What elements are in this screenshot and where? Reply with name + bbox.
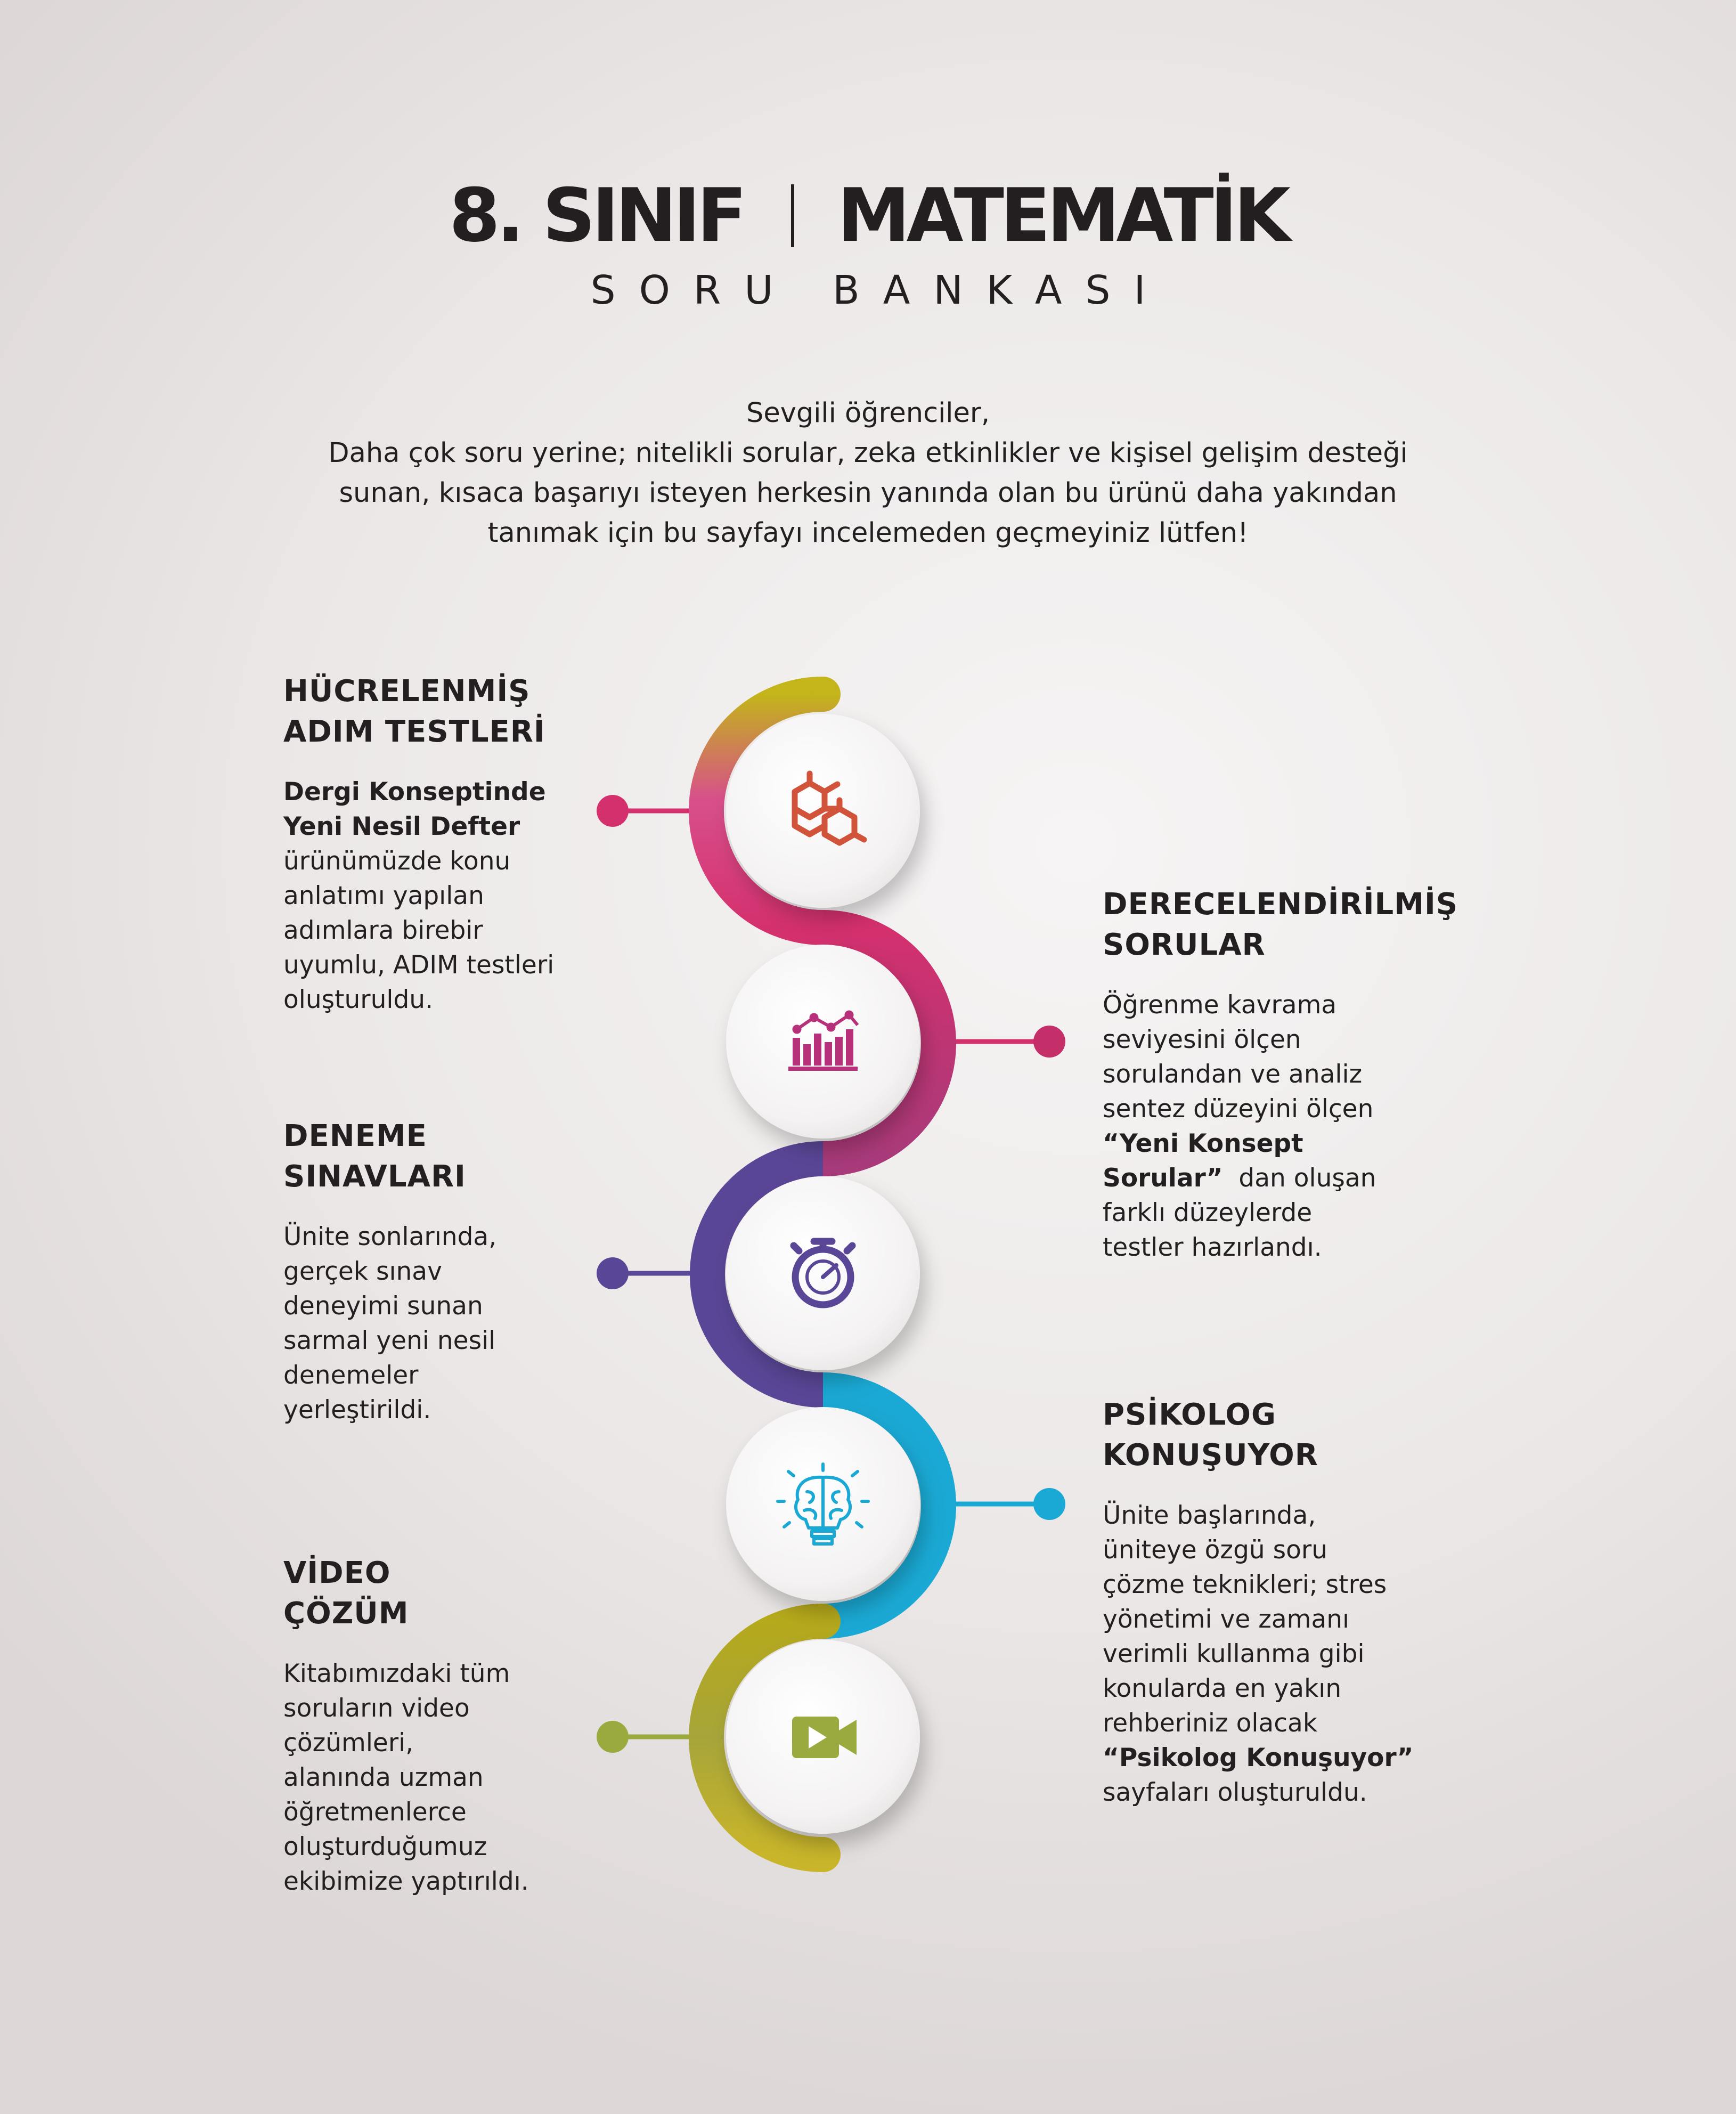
feature-body: Kitabımızdaki tüm soruların video çözümleri, alanında uzman öğretmenlerce oluşturduğumuz ekibimize yaptırıldı. bbox=[283, 1659, 529, 1896]
intro-line: Sevgili öğrenciler, bbox=[746, 397, 990, 429]
disc-2 bbox=[726, 945, 920, 1139]
feature-title: VİDEO ÇÖZÜM bbox=[283, 1556, 409, 1631]
intro-line: Daha çok soru yerine; nitelikli sorular, zeka etkinlikler ve kişisel gelişim desteği bbox=[328, 437, 1408, 469]
feature-body: Ünite başlarında, üniteye özgü soru çözme teknikleri; stres yönetimi ve zamanı verimli kullanma gibi konularda en yakın rehberiniz olacak “Psikolog Konuşuyor” sayfaları oluşturuldu. bbox=[1103, 1501, 1414, 1807]
feature-body: Ünite sonlarında, gerçek sınav deneyimi sunan sarmal yeni nesil denemeler yerleştirildi. bbox=[283, 1222, 497, 1425]
connector-2 bbox=[953, 1026, 1065, 1058]
feature-title: PSİKOLOG KONUŞUYOR bbox=[1103, 1397, 1318, 1473]
feature-title: DENEME SINAVLARI bbox=[283, 1119, 466, 1194]
feature-derecelendirilmis bbox=[1103, 884, 1507, 1265]
feature-body: Dergi Konseptinde Yeni Nesil Defter ürünümüzde konu anlatımı yapılan adımlara birebir uyumlu, ADIM testleri oluşturuldu. bbox=[283, 777, 555, 1014]
intro-line: sunan, kısaca başarıyı isteyen herkesin yanında olan bu ürünü daha yakından bbox=[339, 477, 1397, 509]
feature-deneme bbox=[283, 1116, 688, 1427]
connector-4 bbox=[953, 1488, 1065, 1520]
subtitle: SORU BANKASI bbox=[590, 267, 1169, 313]
grade-title: 8. SINIF bbox=[449, 173, 744, 258]
feature-video bbox=[283, 1553, 688, 1899]
subject-title: MATEMATİK bbox=[837, 173, 1287, 258]
disc-3 bbox=[726, 1176, 920, 1370]
feature-body: Öğrenme kavrama seviyesini ölçen sorulandan ve analiz sentez düzeyini ölçen “Yeni Konsept Sorular” dan oluşan farklı düzeylerde testler hazırlandı. bbox=[1103, 990, 1376, 1262]
feature-psikolog bbox=[1103, 1395, 1507, 1810]
feature-title: DERECELENDİRİLMİŞ SORULAR bbox=[1103, 887, 1458, 962]
intro-line: tanımak için bu sayfayı incelemeden geçmeyiniz lütfen! bbox=[487, 517, 1249, 549]
feature-title: HÜCRELENMİŞ ADIM TESTLERİ bbox=[283, 674, 545, 749]
feature-hucrelenmis bbox=[283, 671, 688, 1017]
